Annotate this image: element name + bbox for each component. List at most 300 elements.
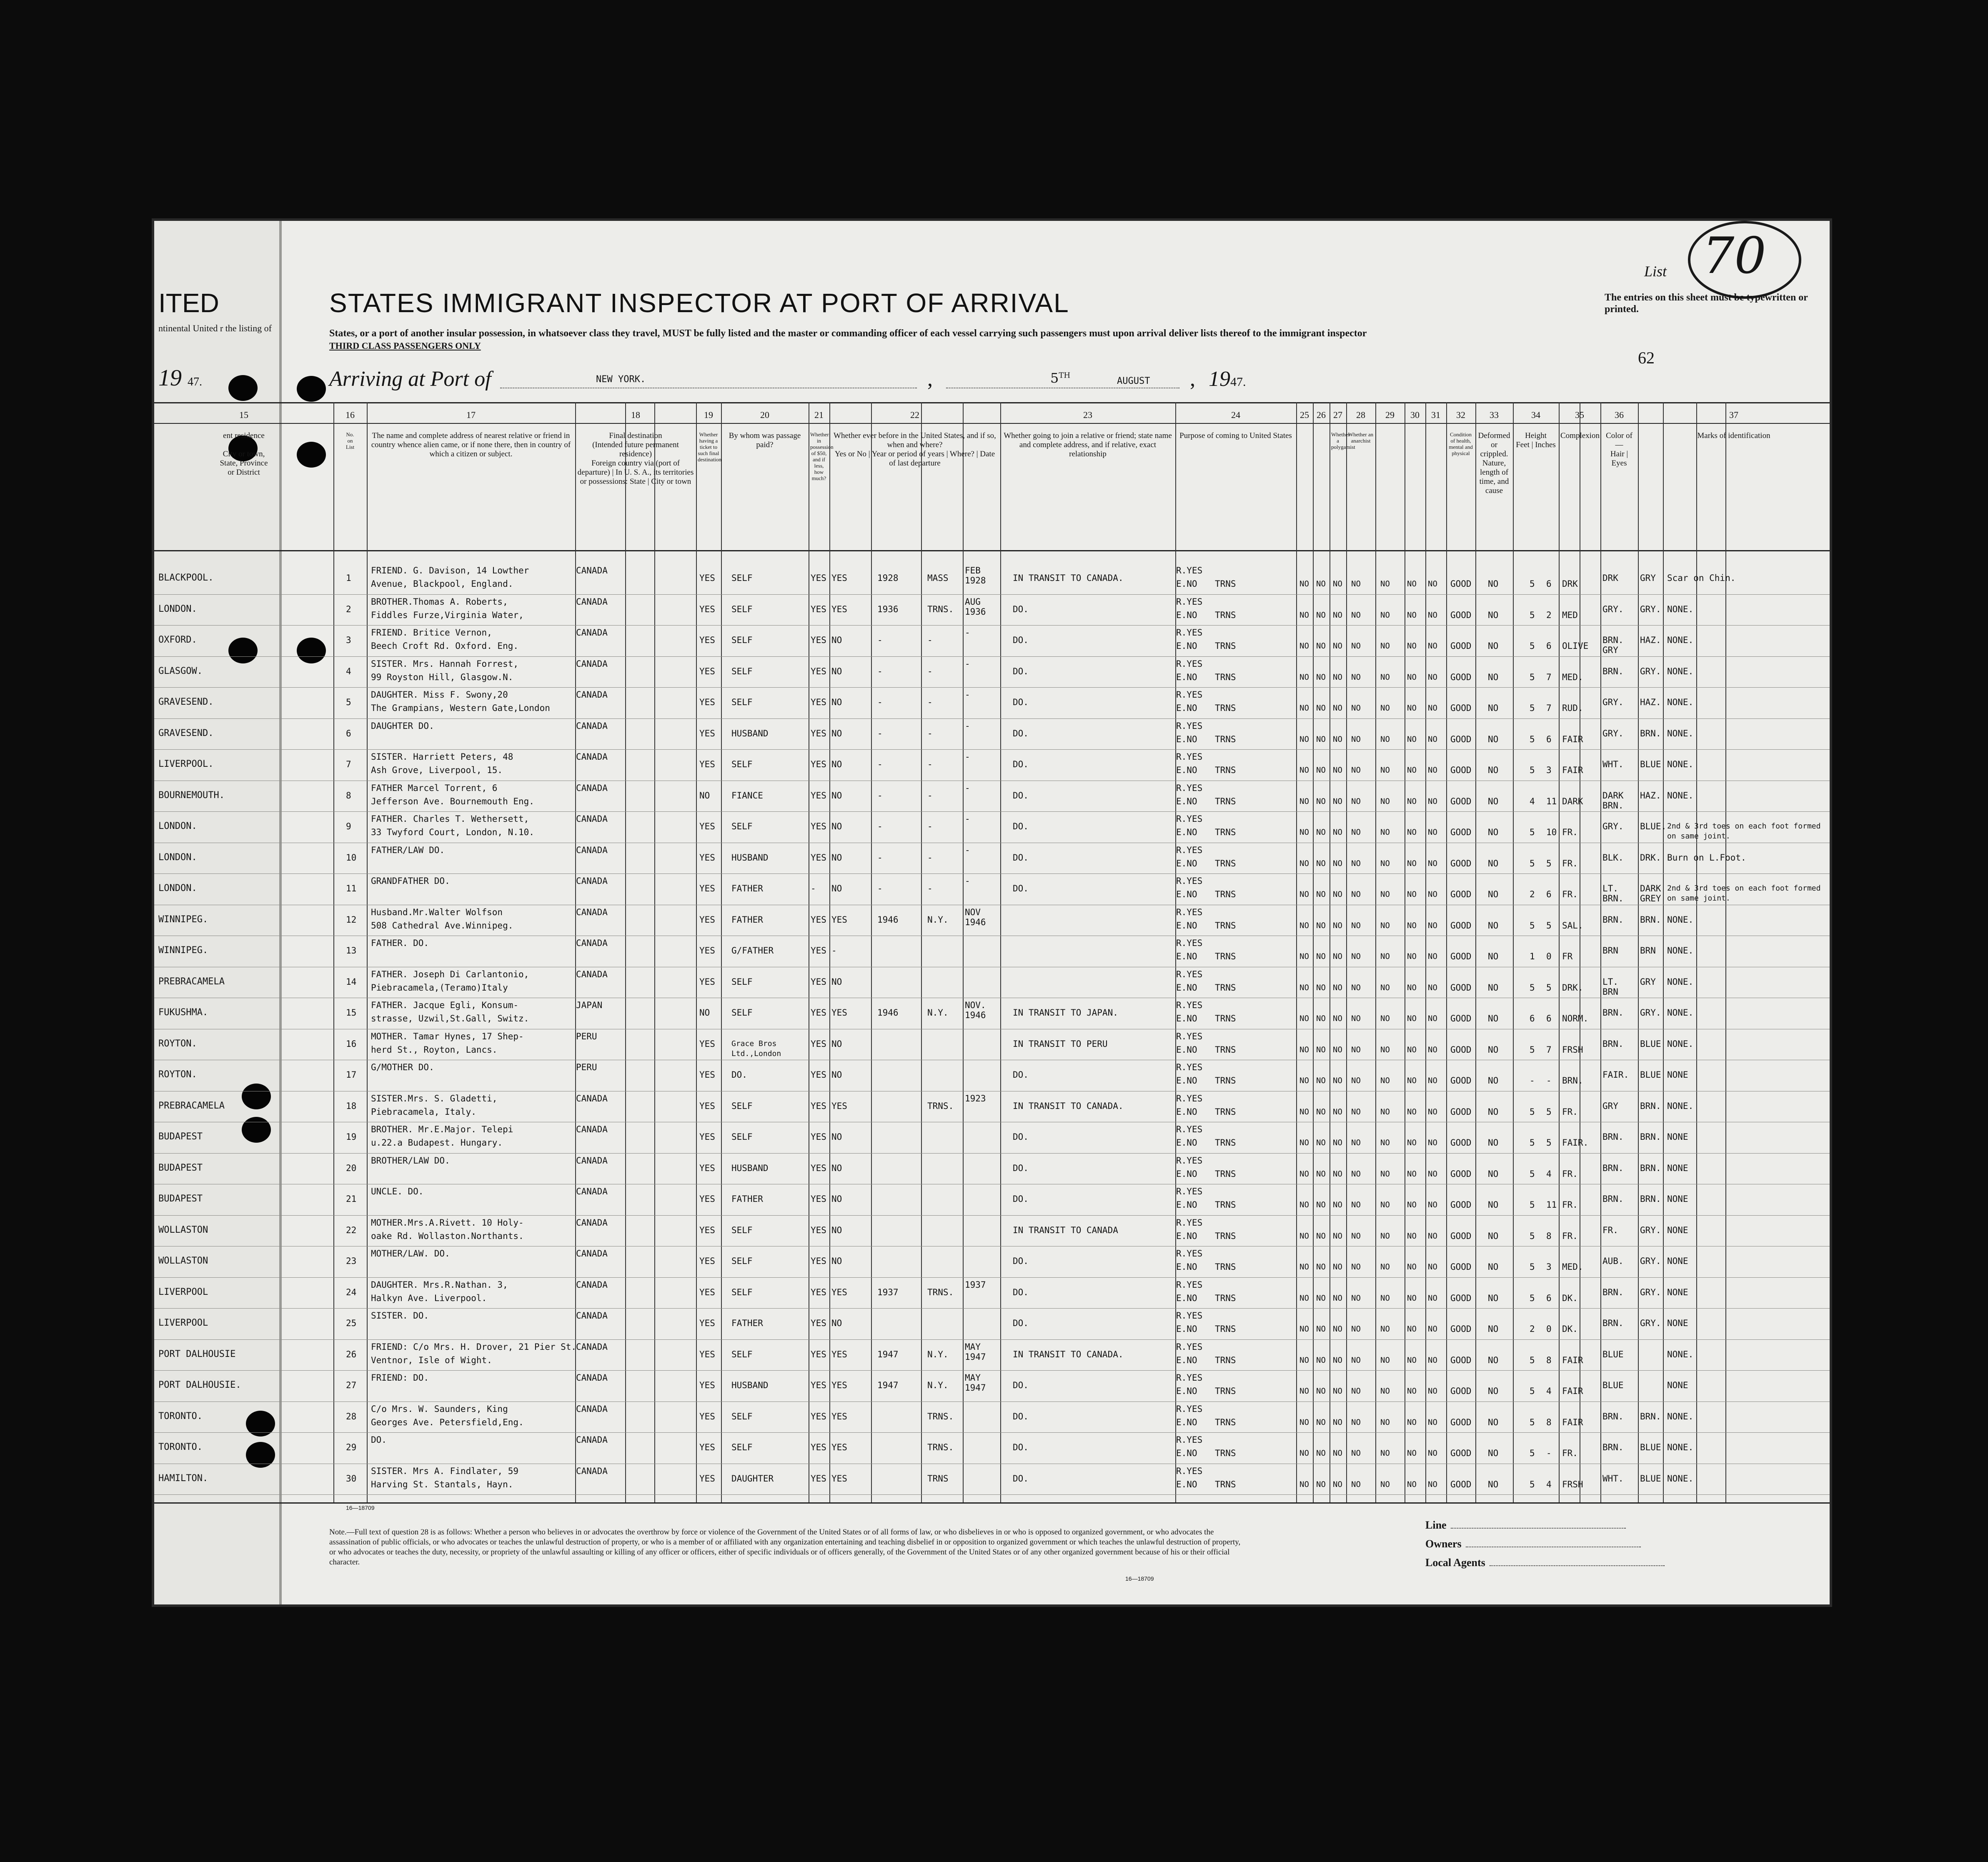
- column-number: 35: [1575, 410, 1584, 420]
- column-header: Color of— Hair | Eyes: [1606, 431, 1632, 468]
- question-answer-cell: NO: [1380, 1231, 1390, 1241]
- question-answer-cell: NO: [1299, 1045, 1309, 1054]
- transit-cell: TRNS: [1215, 951, 1236, 961]
- purpose-e-cell: E.NO: [1176, 951, 1197, 961]
- where-cell: -: [927, 666, 933, 676]
- destination-country: CANADA: [576, 1217, 608, 1228]
- health-cell: GOOD: [1450, 672, 1472, 682]
- where-cell: TRNS.: [927, 1411, 954, 1422]
- relative-line-2: Fiddles Furze,Virginia Water,: [371, 610, 524, 620]
- complexion-cell: DRK: [1562, 579, 1578, 589]
- fifty-dollars-cell: YES: [811, 1349, 826, 1359]
- question-answer-cell: NO: [1351, 796, 1361, 806]
- hair-color-cell: BLUE: [1602, 1380, 1624, 1390]
- transit-cell: TRNS: [1215, 641, 1236, 651]
- question-answer-cell: NO: [1316, 1262, 1326, 1271]
- health-cell: GOOD: [1450, 982, 1472, 993]
- relative-line-1: G/MOTHER DO.: [371, 1062, 434, 1072]
- column-rule: [1513, 402, 1514, 1502]
- ticket-cell: YES: [699, 635, 715, 645]
- question-answer-cell: NO: [1428, 1076, 1437, 1085]
- last-departure-cell: FEB 1928: [965, 566, 986, 586]
- ticket-cell: YES: [699, 946, 715, 956]
- purpose-r-cell: R.YES: [1176, 658, 1203, 669]
- column-number: 27: [1333, 410, 1342, 420]
- residence-city: PREBRACAMELA: [158, 1100, 225, 1111]
- purpose-r-cell: R.YES: [1176, 783, 1203, 793]
- purpose-e-cell: E.NO: [1176, 765, 1197, 775]
- relative-line-1: FRIEND. G. Davison, 14 Lowther: [371, 566, 529, 576]
- joining-cell: DO.: [1013, 728, 1029, 738]
- purpose-r-cell: R.YES: [1176, 814, 1203, 824]
- question-answer-cell: NO: [1380, 672, 1390, 682]
- eye-color-cell: DRK.: [1640, 852, 1661, 863]
- question-answer-cell: NO: [1407, 1479, 1417, 1489]
- column-header: The name and complete address of nearest relative or friend in country whence alien came, or if none there, then in country of which a citizen or subject.: [371, 431, 571, 458]
- passage-paid-cell: SELF: [731, 1411, 753, 1422]
- question-answer-cell: NO: [1316, 952, 1326, 961]
- identification-marks-cell: NONE.: [1667, 728, 1694, 738]
- column-rule: [1296, 402, 1297, 1502]
- fifty-dollars-cell: YES: [811, 852, 826, 863]
- before-in-us-cell: YES: [831, 1287, 847, 1297]
- purpose-e-cell: E.NO: [1176, 672, 1197, 682]
- form-number: 16—18709: [346, 1504, 375, 1511]
- purpose-e-cell: E.NO: [1176, 734, 1197, 744]
- question-answer-cell: NO: [1299, 921, 1309, 930]
- ticket-cell: YES: [699, 573, 715, 583]
- list-number-cell: 13: [346, 946, 357, 956]
- question-answer-cell: NO: [1316, 672, 1326, 682]
- transit-cell: TRNS: [1215, 1138, 1236, 1148]
- question-answer-cell: NO: [1407, 1293, 1417, 1303]
- purpose-e-cell: E.NO: [1176, 982, 1197, 993]
- ticket-cell: YES: [699, 852, 715, 863]
- purpose-e-cell: E.NO: [1176, 1044, 1197, 1055]
- eye-color-cell: GRY.: [1640, 604, 1661, 614]
- question-answer-cell: NO: [1316, 796, 1326, 806]
- ticket-cell: YES: [699, 1380, 715, 1390]
- question-answer-cell: NO: [1428, 672, 1437, 682]
- health-cell: GOOD: [1450, 1138, 1472, 1148]
- arrival-day: 5TH: [1050, 370, 1071, 386]
- question-answer-cell: NO: [1380, 1076, 1390, 1085]
- hair-color-cell: FR.: [1602, 1225, 1618, 1235]
- height-inches-cell: -: [1546, 1448, 1552, 1458]
- destination-country: CANADA: [576, 1435, 608, 1445]
- height-feet-cell: 2: [1530, 1324, 1535, 1334]
- question-answer-cell: NO: [1407, 1231, 1417, 1241]
- before-in-us-cell: NO: [831, 1225, 842, 1235]
- joining-cell: DO.: [1013, 790, 1029, 801]
- hair-color-cell: GRY.: [1602, 604, 1624, 614]
- question-answer-cell: NO: [1299, 828, 1309, 837]
- height-inches-cell: 5: [1546, 982, 1552, 993]
- column-rule: [1600, 402, 1601, 1502]
- purpose-r-cell: R.YES: [1176, 1155, 1203, 1166]
- fifty-dollars-cell: YES: [811, 1318, 826, 1328]
- passage-paid-cell: SELF: [731, 1225, 753, 1235]
- column-number: 32: [1456, 410, 1465, 420]
- eye-color-cell: HAZ.: [1640, 635, 1661, 645]
- height-feet-cell: 5: [1530, 1479, 1535, 1489]
- transit-cell: TRNS: [1215, 1479, 1236, 1489]
- purpose-e-cell: E.NO: [1176, 796, 1197, 806]
- relative-line-1: FATHER/LAW DO.: [371, 845, 445, 855]
- joining-cell: IN TRANSIT TO CANADA.: [1013, 573, 1124, 583]
- relative-line-1: SISTER. DO.: [371, 1311, 429, 1321]
- question-answer-cell: NO: [1316, 703, 1326, 713]
- purpose-e-cell: E.NO: [1176, 1169, 1197, 1179]
- question-answer-cell: NO: [1407, 921, 1417, 930]
- row-rule: [154, 1494, 1830, 1495]
- purpose-e-cell: E.NO: [1176, 1262, 1197, 1272]
- transit-cell: TRNS: [1215, 765, 1236, 775]
- purpose-r-cell: R.YES: [1176, 752, 1203, 762]
- question-answer-cell: NO: [1299, 796, 1309, 806]
- column-rule: [871, 402, 872, 1502]
- last-departure-cell: AUG 1936: [965, 596, 986, 617]
- question-answer-cell: NO: [1428, 703, 1437, 713]
- deformed-cell: NO: [1488, 1044, 1499, 1055]
- eye-color-cell: BLUE: [1640, 1039, 1661, 1049]
- ticket-cell: NO: [699, 1008, 710, 1018]
- deformed-cell: NO: [1488, 1293, 1499, 1303]
- height-feet-cell: 1: [1530, 951, 1535, 961]
- purpose-r-cell: R.YES: [1176, 628, 1203, 638]
- transit-cell: TRNS: [1215, 1324, 1236, 1334]
- purpose-e-cell: E.NO: [1176, 1448, 1197, 1458]
- column-rule: [625, 402, 626, 1502]
- page-title: STATES IMMIGRANT INSPECTOR AT PORT OF ARRIVAL: [329, 288, 1069, 318]
- purpose-r-cell: R.YES: [1176, 1373, 1203, 1383]
- column-rule: [1638, 402, 1639, 1502]
- eye-color-cell: GRY.: [1640, 666, 1661, 676]
- column-rule: [1446, 402, 1447, 1502]
- question-answer-cell: NO: [1299, 952, 1309, 961]
- question-answer-cell: NO: [1428, 1417, 1437, 1427]
- list-number-cell: 24: [346, 1287, 357, 1297]
- question-answer-cell: NO: [1333, 828, 1342, 837]
- relative-line-1: FATHER. DO.: [371, 938, 429, 948]
- before-in-us-cell: NO: [831, 1163, 842, 1173]
- transit-cell: TRNS: [1215, 734, 1236, 744]
- deformed-cell: NO: [1488, 765, 1499, 775]
- transit-cell: TRNS: [1215, 579, 1236, 589]
- hair-color-cell: BRN.: [1602, 1008, 1624, 1018]
- fifty-dollars-cell: YES: [811, 821, 826, 831]
- eye-color-cell: HAZ.: [1640, 790, 1661, 801]
- destination-country: CANADA: [576, 1279, 608, 1290]
- health-cell: GOOD: [1450, 1262, 1472, 1272]
- health-cell: GOOD: [1450, 1386, 1472, 1396]
- residence-city: BUDAPEST: [158, 1194, 203, 1204]
- health-cell: GOOD: [1450, 641, 1472, 651]
- passage-paid-cell: SELF: [731, 1101, 753, 1111]
- question-answer-cell: NO: [1316, 1200, 1326, 1209]
- last-departure-cell: -: [965, 628, 970, 638]
- passage-paid-cell: G/FATHER: [731, 946, 774, 956]
- question-answer-cell: NO: [1428, 641, 1437, 651]
- fifty-dollars-cell: YES: [811, 914, 826, 925]
- fifty-dollars-cell: YES: [811, 1411, 826, 1422]
- question-answer-cell: NO: [1380, 983, 1390, 992]
- eye-color-cell: GRY: [1640, 573, 1656, 583]
- row-rule: [154, 873, 1830, 874]
- punch-hole: [297, 376, 326, 402]
- hair-color-cell: WHT.: [1602, 759, 1624, 769]
- eye-color-cell: GRY: [1640, 976, 1656, 987]
- question-answer-cell: NO: [1333, 1449, 1342, 1458]
- question-answer-cell: NO: [1351, 1231, 1361, 1241]
- height-feet-cell: 5: [1530, 610, 1535, 620]
- deformed-cell: NO: [1488, 889, 1499, 899]
- hair-color-cell: GRY: [1602, 1101, 1618, 1111]
- purpose-e-cell: E.NO: [1176, 1014, 1197, 1024]
- question-answer-cell: NO: [1351, 1262, 1361, 1271]
- eye-color-cell: GRY.: [1640, 1256, 1661, 1266]
- column-header: No. on List: [346, 431, 355, 450]
- health-cell: GOOD: [1450, 827, 1472, 837]
- question-answer-cell: NO: [1299, 1107, 1309, 1116]
- joining-cell: IN TRANSIT TO CANADA.: [1013, 1349, 1124, 1359]
- height-inches-cell: 7: [1546, 703, 1552, 713]
- question-answer-cell: NO: [1380, 1386, 1390, 1396]
- ticket-cell: YES: [699, 1442, 715, 1452]
- fifty-dollars-cell: YES: [811, 790, 826, 801]
- joining-cell: DO.: [1013, 635, 1029, 645]
- height-feet-cell: 5: [1530, 858, 1535, 868]
- residence-city: HAMILTON.: [158, 1473, 208, 1484]
- question-answer-cell: NO: [1333, 796, 1342, 806]
- health-cell: GOOD: [1450, 858, 1472, 868]
- ticket-cell: YES: [699, 666, 715, 676]
- question-answer-cell: NO: [1299, 1231, 1309, 1241]
- passage-paid-cell: SELF: [731, 666, 753, 676]
- list-number-cell: 3: [346, 635, 351, 645]
- transit-cell: TRNS: [1215, 1293, 1236, 1303]
- joining-cell: DO.: [1013, 1163, 1029, 1173]
- fifty-dollars-cell: YES: [811, 604, 826, 614]
- where-cell: N.Y.: [927, 914, 949, 925]
- row-rule: [154, 1308, 1830, 1309]
- identification-marks-cell: Burn on L.Foot.: [1667, 852, 1746, 863]
- deformed-cell: NO: [1488, 641, 1499, 651]
- transit-cell: TRNS: [1215, 920, 1236, 931]
- purpose-e-cell: E.NO: [1176, 579, 1197, 589]
- transit-cell: TRNS: [1215, 1014, 1236, 1024]
- purpose-r-cell: R.YES: [1176, 969, 1203, 979]
- complexion-cell: FR.: [1562, 827, 1578, 837]
- complexion-cell: MED.: [1562, 672, 1583, 682]
- question-answer-cell: NO: [1333, 1262, 1342, 1271]
- identification-marks-cell: NONE.: [1667, 1411, 1694, 1422]
- manifest-table: [154, 402, 1830, 1502]
- relative-line-1: C/o Mrs. W. Saunders, King: [371, 1404, 508, 1414]
- row-rule: [154, 687, 1830, 688]
- question-answer-cell: NO: [1333, 1324, 1342, 1334]
- passage-paid-cell: SELF: [731, 1132, 753, 1142]
- question-answer-cell: NO: [1316, 1014, 1326, 1023]
- column-header: ent residence City or town, State, Province or District: [220, 431, 268, 477]
- height-inches-cell: 5: [1546, 1106, 1552, 1117]
- transit-cell: TRNS: [1215, 827, 1236, 837]
- where-cell: -: [927, 697, 933, 707]
- purpose-r-cell: R.YES: [1176, 1341, 1203, 1352]
- height-feet-cell: 5: [1530, 1417, 1535, 1427]
- hair-color-cell: BRN.: [1602, 1318, 1624, 1328]
- joining-cell: DO.: [1013, 852, 1029, 863]
- height-feet-cell: 6: [1530, 1014, 1535, 1024]
- destination-country: PERU: [576, 1062, 597, 1072]
- passage-paid-cell: SELF: [731, 697, 753, 707]
- residence-city: LONDON.: [158, 883, 197, 893]
- column-rule: [1375, 402, 1376, 1502]
- column-header: Complexion: [1560, 431, 1600, 440]
- year-cell: 1946: [877, 1008, 899, 1018]
- eye-color-cell: BRN.: [1640, 1163, 1661, 1173]
- identification-marks-cell: NONE.: [1667, 635, 1694, 645]
- destination-country: CANADA: [576, 1341, 608, 1352]
- relative-line-2: Piebracamela, Italy.: [371, 1106, 476, 1117]
- question-answer-cell: NO: [1333, 1355, 1342, 1365]
- question-answer-cell: NO: [1407, 796, 1417, 806]
- where-cell: -: [927, 790, 933, 801]
- column-number: 29: [1385, 410, 1395, 420]
- purpose-r-cell: R.YES: [1176, 1000, 1203, 1010]
- question-answer-cell: NO: [1351, 1138, 1361, 1147]
- table-bottom-rule: [154, 1502, 1830, 1504]
- where-cell: N.Y.: [927, 1380, 949, 1390]
- column-header: Whether having a ticket to such final destination: [698, 431, 722, 463]
- ticket-cell: YES: [699, 914, 715, 925]
- question-answer-cell: NO: [1407, 983, 1417, 992]
- purpose-e-cell: E.NO: [1176, 858, 1197, 868]
- passage-paid-cell: SELF: [731, 635, 753, 645]
- height-inches-cell: 4: [1546, 1479, 1552, 1489]
- transit-cell: TRNS: [1215, 982, 1236, 993]
- question-answer-cell: NO: [1407, 1138, 1417, 1147]
- row-rule: [154, 625, 1830, 626]
- joining-cell: DO.: [1013, 1287, 1029, 1297]
- relative-line-1: DO.: [371, 1435, 387, 1445]
- deformed-cell: NO: [1488, 1386, 1499, 1396]
- health-cell: GOOD: [1450, 920, 1472, 931]
- identification-marks-cell: NONE.: [1667, 1039, 1694, 1049]
- question-answer-cell: NO: [1380, 1045, 1390, 1054]
- column-rule: [333, 402, 334, 1502]
- question-answer-cell: NO: [1333, 921, 1342, 930]
- where-cell: -: [927, 635, 933, 645]
- height-inches-cell: 3: [1546, 765, 1552, 775]
- destination-country: CANADA: [576, 721, 608, 731]
- complexion-cell: DRK.: [1562, 982, 1583, 993]
- question-answer-cell: NO: [1299, 1355, 1309, 1365]
- relative-line-2: Georges Ave. Petersfield,Eng.: [371, 1417, 524, 1427]
- question-answer-cell: NO: [1380, 1200, 1390, 1209]
- height-inches-cell: 11: [1546, 796, 1557, 806]
- deformed-cell: NO: [1488, 579, 1499, 589]
- question-answer-cell: NO: [1351, 1293, 1361, 1303]
- relative-line-1: FRIEND: C/o Mrs. H. Drover, 21 Pier St.: [371, 1341, 577, 1352]
- hair-color-cell: BRN.: [1602, 1411, 1624, 1422]
- joining-cell: DO.: [1013, 1070, 1029, 1080]
- column-header: Whether ever before in the United States, and if so, when and where? Yes or No | Year or period of years | Where? | Date of last departure: [834, 431, 996, 468]
- destination-country: CANADA: [576, 845, 608, 855]
- year-cell: 1947: [877, 1349, 899, 1359]
- question-answer-cell: NO: [1316, 1417, 1326, 1427]
- ticket-cell: YES: [699, 1411, 715, 1422]
- column-number: 33: [1490, 410, 1499, 420]
- deformed-cell: NO: [1488, 610, 1499, 620]
- arriving-label: Arriving at Port of: [329, 367, 491, 391]
- last-departure-cell: MAY 1947: [965, 1341, 986, 1362]
- identification-marks-cell: NONE.: [1667, 976, 1694, 987]
- fifty-dollars-cell: YES: [811, 1101, 826, 1111]
- question-answer-cell: NO: [1299, 890, 1309, 899]
- question-answer-cell: NO: [1316, 921, 1326, 930]
- residence-city: OXFORD.: [158, 635, 197, 645]
- complexion-cell: FRSH: [1562, 1479, 1583, 1489]
- transit-cell: TRNS: [1215, 889, 1236, 899]
- identification-marks-cell: NONE: [1667, 1225, 1688, 1235]
- question-answer-cell: NO: [1351, 579, 1361, 588]
- relative-line-2: Ventnor, Isle of Wight.: [371, 1355, 492, 1365]
- question-answer-cell: NO: [1351, 952, 1361, 961]
- deformed-cell: NO: [1488, 796, 1499, 806]
- health-cell: GOOD: [1450, 1200, 1472, 1210]
- relative-line-2: 508 Cathedral Ave.Winnipeg.: [371, 920, 513, 931]
- question-answer-cell: NO: [1380, 1355, 1390, 1365]
- residence-city: WOLLASTON: [158, 1256, 208, 1266]
- relative-line-1: SISTER. Mrs A. Findlater, 59: [371, 1466, 519, 1476]
- height-feet-cell: 5: [1530, 1355, 1535, 1365]
- before-in-us-cell: YES: [831, 1008, 847, 1018]
- joining-cell: DO.: [1013, 697, 1029, 707]
- destination-country: JAPAN: [576, 1000, 603, 1010]
- list-number-cell: 2: [346, 604, 351, 614]
- deformed-cell: NO: [1488, 1014, 1499, 1024]
- transit-cell: TRNS: [1215, 1106, 1236, 1117]
- fifty-dollars-cell: YES: [811, 976, 826, 987]
- column-number: 23: [1083, 410, 1092, 420]
- height-inches-cell: 6: [1546, 1293, 1552, 1303]
- joining-cell: DO.: [1013, 883, 1029, 893]
- left-page-year: 19 47.: [158, 365, 202, 391]
- question-answer-cell: NO: [1380, 1169, 1390, 1179]
- transit-cell: TRNS: [1215, 672, 1236, 682]
- year-cell: 1946: [877, 914, 899, 925]
- height-inches-cell: 11: [1546, 1200, 1557, 1210]
- passage-paid-cell: DAUGHTER: [731, 1473, 774, 1484]
- height-feet-cell: 5: [1530, 982, 1535, 993]
- question-answer-cell: NO: [1407, 1107, 1417, 1116]
- identification-marks-cell: 2nd & 3rd toes on each foot formed on same joint.: [1667, 822, 1821, 841]
- fifty-dollars-cell: YES: [811, 635, 826, 645]
- before-in-us-cell: YES: [831, 604, 847, 614]
- eye-color-cell: BLUE: [1640, 1070, 1661, 1080]
- eye-color-cell: BRN.: [1640, 728, 1661, 738]
- question-answer-cell: NO: [1380, 766, 1390, 775]
- list-number-cell: 12: [346, 914, 357, 925]
- hair-color-cell: BRN.: [1602, 1287, 1624, 1297]
- purpose-r-cell: R.YES: [1176, 690, 1203, 700]
- deformed-cell: NO: [1488, 1076, 1499, 1086]
- identification-marks-cell: NONE: [1667, 1287, 1688, 1297]
- question-answer-cell: NO: [1351, 1107, 1361, 1116]
- destination-country: CANADA: [576, 1373, 608, 1383]
- last-departure-cell: -: [965, 845, 970, 855]
